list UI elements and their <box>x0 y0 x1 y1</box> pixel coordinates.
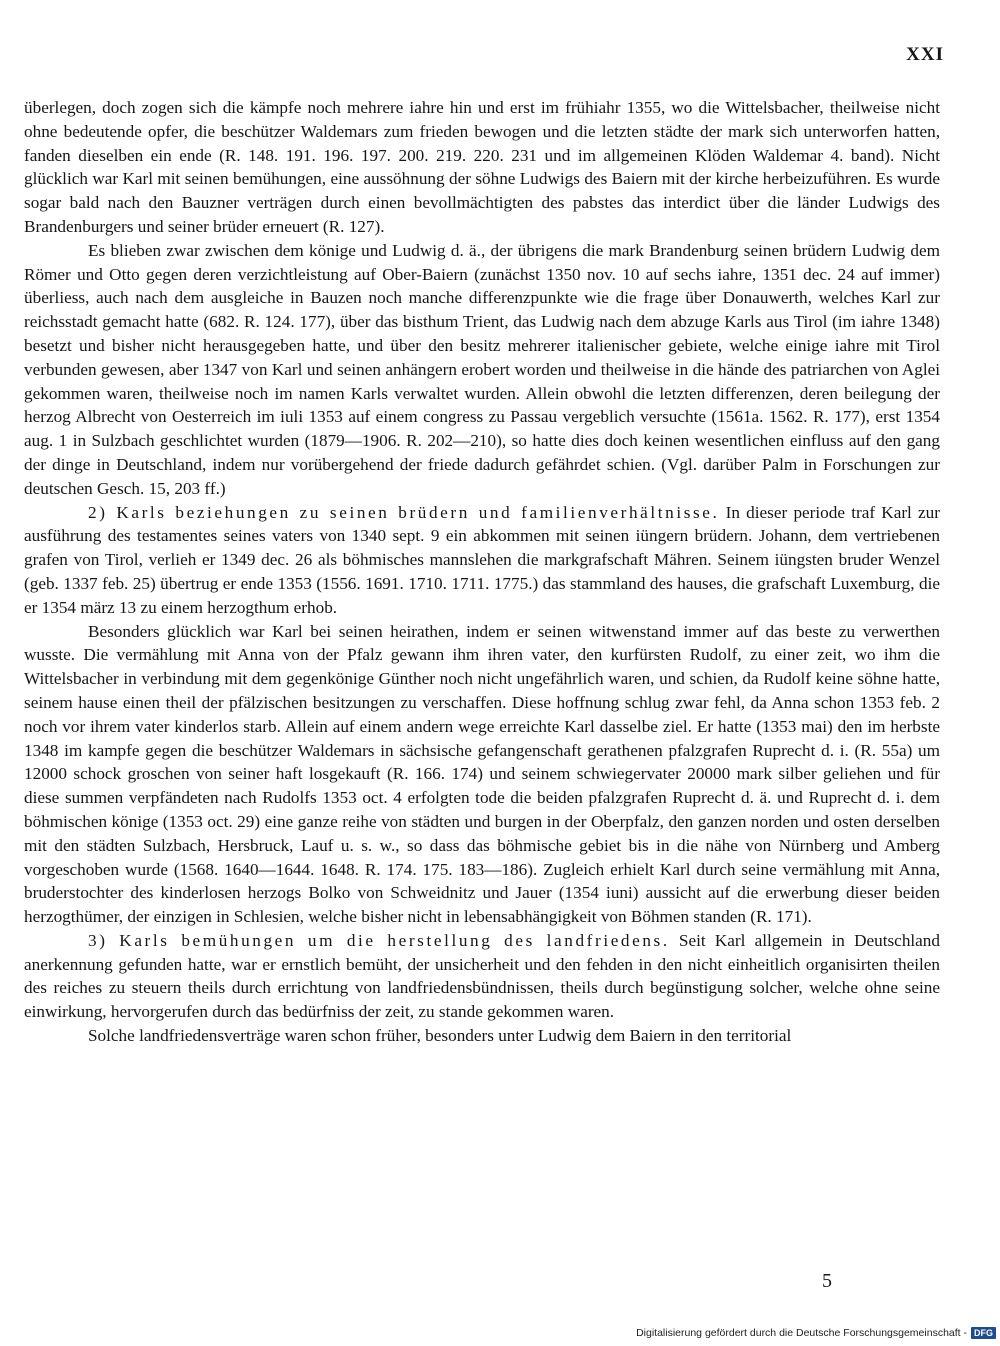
section-heading-2: 2) Karls beziehungen zu seinen brüdern und familienverhältnisse. <box>88 502 720 522</box>
page-number: XXI <box>906 44 944 65</box>
paragraph-5-text: Seit Karl allgemein in Deutschland anerkennung gefunden hatte, war er ernstlich bemüht, der unsicherheit und den fehden in den nicht einheitlich organisirten theilen des reiches zu steuern theils durch errichtung von landfriedensbündnissen, theils durch begünstigung solcher, welche ohne seine einwirkung, hervorgerufen durch das bedürfniss der zeit, zu stande gekommen waren. <box>24 930 940 1022</box>
paragraph-4: Besonders glücklich war Karl bei seinen heirathen, indem er seinen witwenstand immer auf das beste zu verwerthen wusste. Die vermählung mit Anna von der Pfalz gewann ihm ihren vater, den kurfürsten Rudolf, zu einer zeit, wo ihm die Wittelsbacher in verbindung mit dem gegenkönige Günther noch nicht ungefährlich waren, und schien, da Rudolf keine söhne hatte, seinem hause einen theil der pfälzischen besitzungen zu verschaffen. Diese hoffnung schlug zwar fehl, da Anna schon 1353 feb. 2 noch vor ihrem vater kinderlos starb. Allein auf einem andern wege erreichte Karl dasselbe ziel. Er hatte (1353 mai) den im herbste 1348 im kampfe gegen die beschützer Waldemars in sächsische gefangenschaft gerathenen pfalzgrafen Ruprecht d. i. (R. 55a) um 12000 schock groschen von seiner haft losgekauft (R. 166. 174) und seinem schwiegervater 20000 mark silber geliehen und für diese summen verpfändeten nach Rudolfs 1353 oct. 4 erfolgten tode die beiden pfalzgrafen Ruprecht d. ä. und Ruprecht d. i. dem böhmischen könige (1353 oct. 29) eine ganze reihe von städten und burgen in der Oberpfalz, den ganzen norden und osten derselben mit den städten Sulzbach, Hersbruck, Lauf u. s. w., so dass das böhmische gebiet bis in die nähe von Nürnberg und Amberg vorgeschoben wurde (1568. 1640—1644. 1648. R. 174. 175. 183—186). Zugleich erhielt Karl durch seine vermählung mit Anna, bruderstochter des kinderlosen herzogs Bolko von Schweidnitz und Jauer (1354 iuni) aussicht auf die erwerbung dieser beiden herzogthümer, der einzigen in Schlesien, welche bisher nicht in lebensabhängigkeit von Böhmen standen (R. 171). <box>24 621 940 927</box>
footer-text: Digitalisierung gefördert durch die Deutsche Forschungsgemeinschaft - <box>636 1327 967 1339</box>
paragraph-5 <box>24 929 940 1024</box>
paragraph-3 <box>24 501 940 620</box>
sheet-number: 5 <box>822 1270 832 1292</box>
paragraph-1: überlegen, doch zogen sich die kämpfe noch mehrere iahre hin und erst im frühiahr 1355, wo die Wittelsbacher, theilweise nicht ohne bedeutende opfer, die beschützer Waldemars zum frieden bewogen und die letzten städte der mark sich unterworfen hatten, fanden dieselben ein ende (R. 148. 191. 196. 197. 200. 219. 220. 231 und im allgemeinen Klöden Waldemar 4. band). Nicht glücklich war Karl mit seinen bemühungen, eine aussöhnung der söhne Ludwigs des Baiern mit der kirche herbeizuführen. Es wurde sogar bald nach den Bauzner verträgen durch einen bevollmächtigten des pabstes das interdict über die länder Ludwigs des Brandenburgers und seiner brüder erneuert (R. 127). <box>24 98 940 236</box>
paragraph-6: Solche landfriedensverträge waren schon früher, besonders unter Ludwig dem Baiern in den territorial <box>88 1026 792 1046</box>
body-text <box>24 96 940 1048</box>
paragraph-3-text: In dieser periode traf Karl zur ausführung des testamentes seines vaters von 1340 sept. 9 ein abkommen mit seinen iüngern brüdern. Johann, dem vertriebenen grafen von Tirol, verlieh er 1349 dec. 26 als böhmisches mannslehen die markgrafschaft Mähren. Seinem iüngsten bruder Wenzel (geb. 1337 feb. 25) übertrug er ende 1353 (1556. 1691. 1710. 1711. 1775.) das stammland des hauses, die grafschaft Luxemburg, die er 1354 märz 13 zu einem herzogthum erhob. <box>24 502 941 617</box>
dfg-logo-icon: DFG <box>971 1327 996 1339</box>
section-heading-3: 3) Karls bemühungen um die herstellung des landfriedens. <box>88 930 670 950</box>
digitization-footer <box>560 1327 996 1339</box>
paragraph-2: Es blieben zwar zwischen dem könige und Ludwig d. ä., der übrigens die mark Brandenburg seinen brüdern Ludwig dem Römer und Otto gegen deren verzichtleistung auf Ober-Baiern (zunächst 1350 nov. 10 auf sechs iahre, 1351 dec. 24 auf immer) überliess, auch nach dem ausgleiche in Bauzen noch manche differenzpunkte wie die frage über Donauwerth, welches Karl zur reichsstadt gemacht hatte (682. R. 124. 177), über das bisthum Trient, das Ludwig nach dem abzuge Karls aus Tirol (im iahre 1348) besetzt und bisher nicht herausgegeben hatte, und über den besitz mehrerer italienischer gebiete, welche einige iahre mit Tirol verbunden gewesen, aber 1347 von Karl und seinen anhängern erobert worden und theilweise in die hände des patriarchen von Aglei gekommen waren, theilweise noch im namen Karls verwaltet wurden. Allein obwohl die letzten differenzen, deren beilegung der herzog Albrecht von Oesterreich im iuli 1353 auf einem congress zu Passau vergeblich versuchte (1561a. 1562. R. 177), erst 1354 aug. 1 in Sulzbach geschlichtet wurden (1879—1906. R. 202—210), so hatte dies doch keinen wesentlichen einfluss auf den gang der dinge in Deutschland, indem nur vorübergehend der friede dadurch gefährdet schien. (Vgl. darüber Palm in Forschungen zur deutschen Gesch. 15, 203 ff.) <box>24 240 940 498</box>
